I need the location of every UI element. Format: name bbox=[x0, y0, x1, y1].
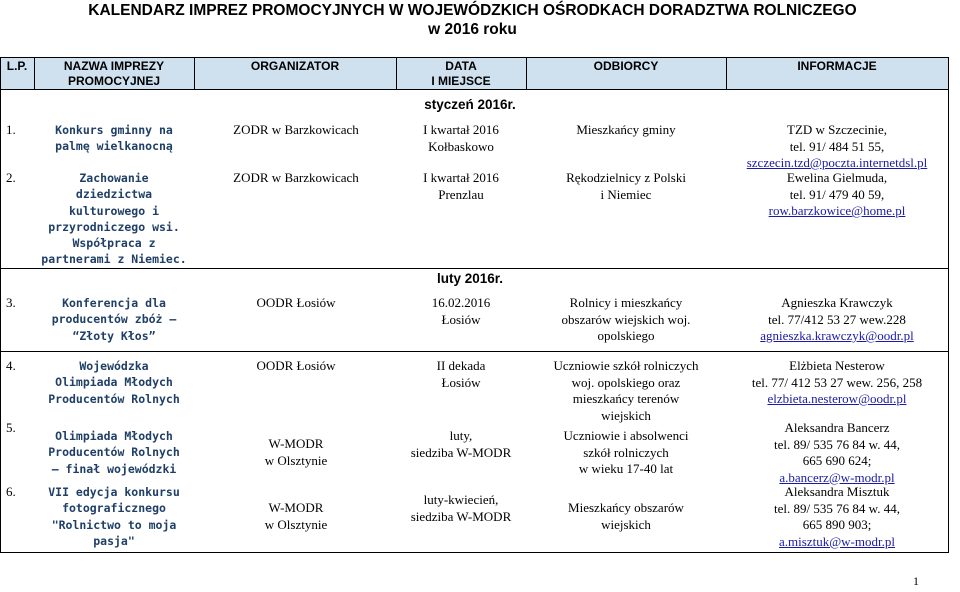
contact-line: Agnieszka Krawczyk bbox=[781, 295, 893, 310]
place-line: Łosiów bbox=[441, 311, 481, 327]
table-border-top bbox=[0, 57, 949, 58]
audience: Mieszkańcy gminy bbox=[576, 122, 676, 137]
header-text: I MIEJSCE bbox=[431, 74, 491, 88]
audience-line: Rolnicy i mieszkańcy bbox=[569, 295, 683, 310]
header-organizer: ORGANIZATOR bbox=[250, 59, 340, 73]
event-name-line: Zachowanie bbox=[79, 171, 149, 185]
audience-line: mieszkańcy terenów bbox=[572, 391, 680, 406]
organizer-line: W-MODR bbox=[268, 500, 324, 515]
audience-line: i Niemiec bbox=[600, 186, 652, 202]
audience bbox=[526, 358, 726, 424]
contact-info bbox=[726, 420, 948, 486]
audience-line: wiejskich bbox=[601, 516, 651, 532]
organizer: OODR Łosiów bbox=[256, 295, 336, 310]
phone-line: tel. 77/ 412 53 27 wew. 256, 258 bbox=[751, 374, 923, 390]
phone-line: tel. 91/ 479 40 59, bbox=[789, 186, 885, 202]
contact-info bbox=[726, 170, 948, 220]
document-title bbox=[0, 1, 945, 39]
header-date-place bbox=[396, 59, 526, 89]
phone-line: tel. 89/ 535 76 84 w. 44, bbox=[774, 500, 900, 516]
place-line: Kołbaskowo bbox=[428, 138, 494, 154]
date-line: II dekada bbox=[436, 358, 486, 373]
event-name-line: VII edycja konkursu bbox=[48, 485, 180, 499]
contact-line: Ewelina Gielmuda, bbox=[786, 170, 888, 185]
contact-info bbox=[726, 295, 948, 345]
title-line-1: KALENDARZ IMPREZ PROMOCYJNYCH W WOJEWÓDZKICH OŚRODKACH DORADZTWA ROLNICZEGO bbox=[88, 2, 857, 19]
contact-line: Aleksandra Bancerz bbox=[784, 420, 890, 435]
page-number: 1 bbox=[913, 574, 919, 588]
row-number: 4. bbox=[6, 358, 16, 373]
date-line: I kwartał 2016 bbox=[423, 170, 499, 185]
email-link[interactable]: elzbieta.nesterow@oodr.pl bbox=[767, 391, 907, 406]
audience-line: wiejskich bbox=[601, 407, 651, 423]
email-link[interactable]: a.bancerz@w-modr.pl bbox=[779, 469, 895, 485]
title-line-2: w 2016 roku bbox=[428, 21, 517, 38]
audience bbox=[526, 170, 726, 203]
event-name-line: pasja" bbox=[93, 533, 135, 548]
contact-line: Aleksandra Misztuk bbox=[784, 484, 890, 499]
row-number: 6. bbox=[6, 484, 16, 499]
audience-line: Mieszkańcy obszarów bbox=[568, 500, 684, 515]
event-name-line: Olimpiada Młodych bbox=[55, 429, 173, 443]
audience bbox=[526, 428, 726, 478]
audience-line: Rękodzielnicy z Polski bbox=[566, 170, 686, 185]
header-text: PROMOCYJNEJ bbox=[67, 74, 161, 88]
date-place bbox=[396, 358, 526, 391]
phone-line: tel. 77/412 53 27 wew.228 bbox=[768, 311, 906, 327]
contact-line: TZD w Szczecinie, bbox=[787, 122, 887, 137]
audience-line: Uczniowie szkół rolniczych bbox=[553, 358, 699, 373]
audience-line: szkół rolniczych bbox=[583, 444, 669, 460]
event-name-line: kulturowego i bbox=[68, 203, 159, 218]
month-divider bbox=[0, 268, 949, 269]
event-name-line: Współpraca z bbox=[72, 236, 156, 251]
contact-info bbox=[726, 484, 948, 550]
event-name bbox=[34, 295, 194, 344]
date-place bbox=[396, 295, 526, 328]
event-name-line: partnerami z Niemiec. bbox=[41, 252, 187, 267]
header-text: NAZWA IMPREZY bbox=[63, 59, 165, 73]
organizer: ZODR w Barzkowicach bbox=[233, 170, 359, 185]
event-name-line: “Złoty Kłos” bbox=[72, 328, 156, 343]
table-border-left bbox=[0, 57, 1, 553]
place-line: siedziba W-MODR bbox=[410, 508, 512, 524]
phone-line: tel. 89/ 535 76 84 w. 44, bbox=[774, 436, 900, 452]
table-border-bottom bbox=[0, 552, 949, 553]
organizer-line: w Olsztynie bbox=[264, 516, 328, 532]
event-name-line: Wojewódzka bbox=[79, 359, 149, 373]
date-place bbox=[396, 492, 526, 525]
event-name-line: Producentów Rolnych bbox=[48, 445, 180, 460]
table-border-right bbox=[948, 57, 949, 553]
audience-line: obszarów wiejskich woj. bbox=[561, 311, 691, 327]
row-number: 3. bbox=[6, 295, 16, 310]
organizer bbox=[196, 500, 396, 533]
event-name-line: fotograficznego bbox=[62, 501, 166, 516]
event-name bbox=[34, 122, 194, 155]
row-number: 1. bbox=[6, 122, 16, 137]
header-border-bottom bbox=[0, 89, 949, 90]
event-name-line: Olimpiada Młodych bbox=[55, 375, 173, 390]
phone-line: 665 690 624; bbox=[802, 453, 872, 468]
phone-line: tel. 91/ 484 51 55, bbox=[789, 138, 885, 154]
audience-line: woj. opolskiego oraz bbox=[571, 374, 681, 390]
email-link[interactable]: a.misztuk@w-modr.pl bbox=[779, 533, 895, 549]
header-audience: ODBIORCY bbox=[593, 59, 659, 73]
date-line: I kwartał 2016 bbox=[423, 122, 499, 137]
event-name-line: – finał wojewódzki bbox=[51, 461, 177, 476]
date-place bbox=[396, 428, 526, 461]
row-number: 2. bbox=[6, 170, 16, 185]
organizer-line: w Olsztynie bbox=[264, 452, 328, 468]
audience-line: opolskiego bbox=[597, 328, 655, 343]
organizer bbox=[196, 436, 396, 469]
row-divider bbox=[0, 351, 949, 352]
audience-line: w wieku 17-40 lat bbox=[578, 461, 674, 476]
event-name-line: dziedzictwa bbox=[75, 187, 153, 202]
event-name-line: "Rolnictwo to moja bbox=[51, 517, 177, 532]
organizer: OODR Łosiów bbox=[256, 358, 336, 373]
date-place bbox=[396, 122, 526, 155]
event-name bbox=[34, 358, 194, 407]
event-name-line: Producentów Rolnych bbox=[48, 391, 180, 406]
organizer-line: W-MODR bbox=[268, 436, 324, 451]
date-line: luty-kwiecień, bbox=[423, 492, 499, 507]
event-name bbox=[34, 428, 194, 477]
date-line: luty, bbox=[449, 428, 473, 443]
header-lp: L.P. bbox=[6, 59, 28, 73]
organizer: ZODR w Barzkowicach bbox=[233, 122, 359, 137]
place-line: Prenzlau bbox=[438, 186, 484, 202]
event-name-line: Konferencja dla bbox=[62, 296, 166, 310]
header-text: DATA bbox=[445, 59, 477, 73]
phone-line: 665 890 903; bbox=[802, 517, 872, 532]
event-name bbox=[34, 170, 194, 268]
email-link[interactable]: row.barzkowice@home.pl bbox=[768, 203, 906, 218]
event-name-line: Konkurs gminny na bbox=[55, 123, 173, 137]
row-number: 5. bbox=[6, 420, 16, 435]
contact-info bbox=[726, 358, 948, 408]
event-name-line: przyrodniczego wsi. bbox=[48, 219, 180, 234]
event-name bbox=[34, 484, 194, 549]
header-info: INFORMACJE bbox=[797, 59, 877, 73]
month-label: styczeń 2016r. bbox=[424, 97, 516, 112]
email-link[interactable]: szczecin.tzd@poczta.internetdsl.pl bbox=[746, 155, 928, 170]
contact-line: Elżbieta Nesterow bbox=[789, 358, 885, 373]
event-name-line: producentów zbóż – bbox=[51, 312, 177, 327]
place-line: siedziba W-MODR bbox=[410, 444, 512, 460]
audience bbox=[526, 500, 726, 533]
header-event-name bbox=[34, 59, 194, 89]
date-place bbox=[396, 170, 526, 203]
date-line: 16.02.2016 bbox=[431, 295, 491, 310]
contact-info bbox=[726, 122, 948, 172]
event-name-line: palmę wielkanocną bbox=[55, 139, 173, 154]
month-label: luty 2016r. bbox=[436, 271, 504, 286]
audience-line: Uczniowie i absolwenci bbox=[563, 428, 689, 443]
email-link[interactable]: agnieszka.krawczyk@oodr.pl bbox=[760, 328, 914, 343]
audience bbox=[526, 295, 726, 345]
place-line: Łosiów bbox=[441, 374, 481, 390]
